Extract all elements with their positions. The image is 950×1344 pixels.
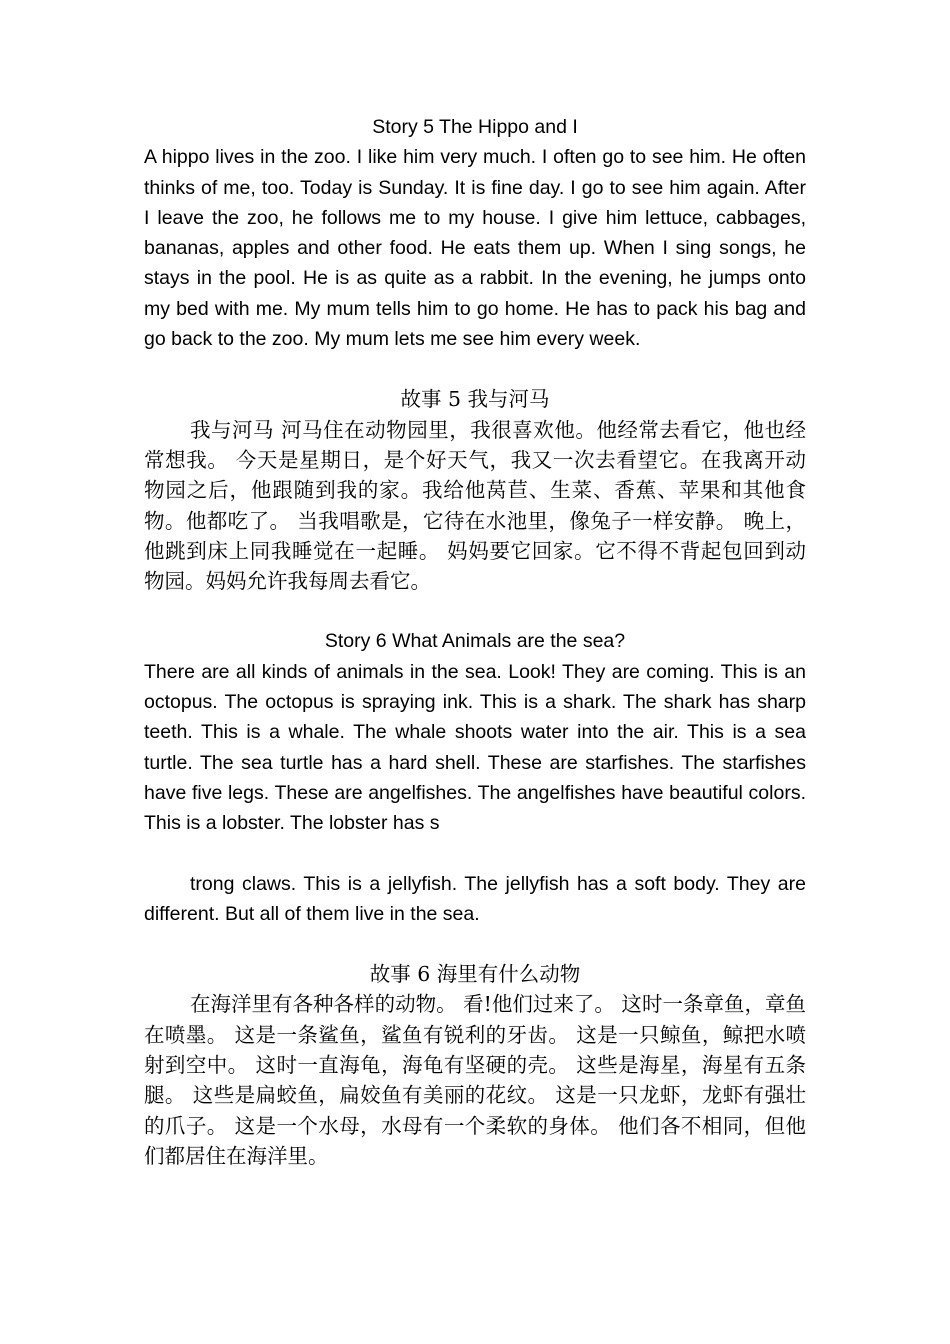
spacer xyxy=(144,354,806,384)
spacer xyxy=(144,839,806,869)
story5-body-zh: 我与河马 河马住在动物园里，我很喜欢他。他经常去看它，他也经常想我。 今天是星期日，是个好天气，我又一次去看望它。在我离开动物园之后，他跟随到我的家。我给他莴苣、生菜、香蕉、苹果和其他食物。他都吃了。 当我唱歌是，它待在水池里，像兔子一样安静。 晚上，他跳到床上同我睡觉在一起睡。 妈妈要它回家。它不得不背起包回到动物园。妈妈允许我每周去看它。 xyxy=(144,417,806,594)
story6-title-en: Story 6 What Animals are the sea? xyxy=(324,630,626,653)
story5-title-zh: 故事 5 我与河马 xyxy=(400,387,550,412)
story5-body-en: A hippo lives in the zoo. I like him very much. I often go to see him. He often thinks of me, too. Today is Sunday. It is fine day. I go to see him again. After I leave the zoo, he follows me to my house. I give him lettuce, cabbages, bananas, apples and other food. He eats them up. When I sing songs, he stays in the pool. He is as quite as a rabbit. In the evening, he jumps onto my bed with me. My mum tells him to go home. He has to pack his bag and go back to the zoo. My mum lets me see him every week. xyxy=(144,146,806,351)
spacer xyxy=(144,596,806,626)
story6-body-en-part1: There are all kinds of animals in the sea. Look! They are coming. This is an octopus. The octopus is spraying ink. This is a shark. The shark has sharp teeth. This is a whale. The whale shoots water into the air. This is a sea turtle. The sea turtle has a hard shell. These are starfishes. The starfishes have five legs. These are angelfishes. The angelfishes have beautiful colors. This is a lobster. The lobster has s xyxy=(144,660,806,835)
spacer xyxy=(144,929,806,959)
story6-body-en-part2: trong claws. This is a jellyfish. The jellyfish has a soft body. They are different. But all of them live in the sea. xyxy=(144,872,806,925)
story5-title-en: Story 5 The Hippo and I xyxy=(372,116,578,138)
story6-title-zh: 故事 6 海里有什么动物 xyxy=(369,962,581,987)
document-page xyxy=(144,112,806,1171)
story6-body-zh: 在海洋里有各种各样的动物。 看!他们过来了。 这时一条章鱼，章鱼在喷墨。 这是一条鲨鱼，鲨鱼有锐利的牙齿。 这是一只鲸鱼，鲸把水喷射到空中。 这时一直海龟，海龟有坚硬的壳。 这些是海星，海星有五条腿。 这些是扁蛟鱼，扁姣鱼有美丽的花纹。 这是一只龙虾，龙虾有强壮的爪子。 这是一个水母，水母有一个柔软的身体。 他们各不相同，但他们都居住在海洋里。 xyxy=(144,992,806,1168)
